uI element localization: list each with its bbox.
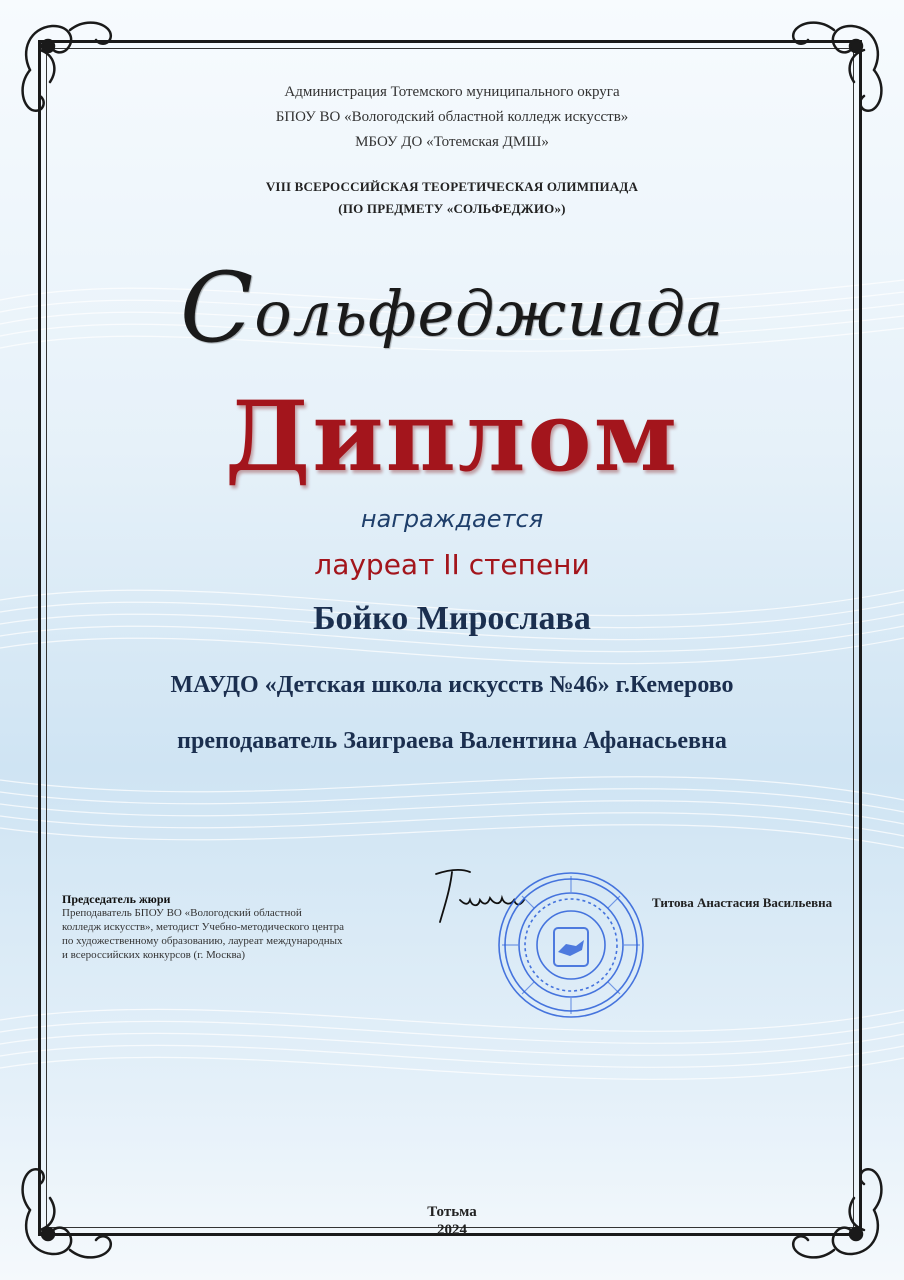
- olympiad-line: VIII ВСЕРОССИЙСКАЯ ТЕОРЕТИЧЕСКАЯ ОЛИМПИАДА: [265, 179, 639, 194]
- school-name: МАУДО «Детская школа искусств №46» г.Кемерово: [170, 672, 734, 698]
- jury-heading: Председатель жюри: [62, 892, 171, 906]
- jury-description: Преподаватель БПОУ ВО «Вологодский областной: [62, 907, 302, 919]
- jury-chair-name: Титова Анастасия Васильевна: [652, 895, 833, 910]
- recipient-name: Бойко Мирослава: [313, 600, 591, 637]
- year: 2024: [437, 1222, 467, 1238]
- jury-description: и всероссийских конкурсов (г. Москва): [62, 949, 246, 961]
- organizer-line: БПОУ ВО «Вологодский областной колледж искусств»: [275, 109, 629, 125]
- olympiad-line: (ПО ПРЕДМЕТУ «СОЛЬФЕДЖИО»): [338, 201, 566, 216]
- official-seal-image: [496, 870, 646, 1020]
- diploma-heading: Диплом: [225, 380, 679, 493]
- event-logo-cap: С: [179, 252, 255, 364]
- awarded-text: награждается: [360, 505, 544, 533]
- organizer-line: Администрация Тотемского муниципального округа: [284, 84, 620, 100]
- jury-description: по художественному образованию, лауреат международных: [62, 935, 343, 947]
- inner-border: [46, 48, 854, 1228]
- jury-chair-block: [62, 892, 392, 962]
- event-logo-rest: ольфеджиада: [254, 277, 725, 350]
- award-degree: лауреат II степени: [314, 548, 590, 581]
- jury-description: колледж искусств», методист Учебно-методического центра: [62, 921, 344, 933]
- olympiad-title: [0, 176, 904, 220]
- event-logo-title: [0, 252, 904, 364]
- organizers-block: [0, 80, 904, 155]
- teacher-name: преподаватель Заиграева Валентина Афанасьевна: [177, 728, 727, 754]
- place-and-year: [0, 1203, 904, 1239]
- city: Тотьма: [427, 1204, 477, 1220]
- organizer-line: МБОУ ДО «Тотемская ДМШ»: [355, 134, 549, 150]
